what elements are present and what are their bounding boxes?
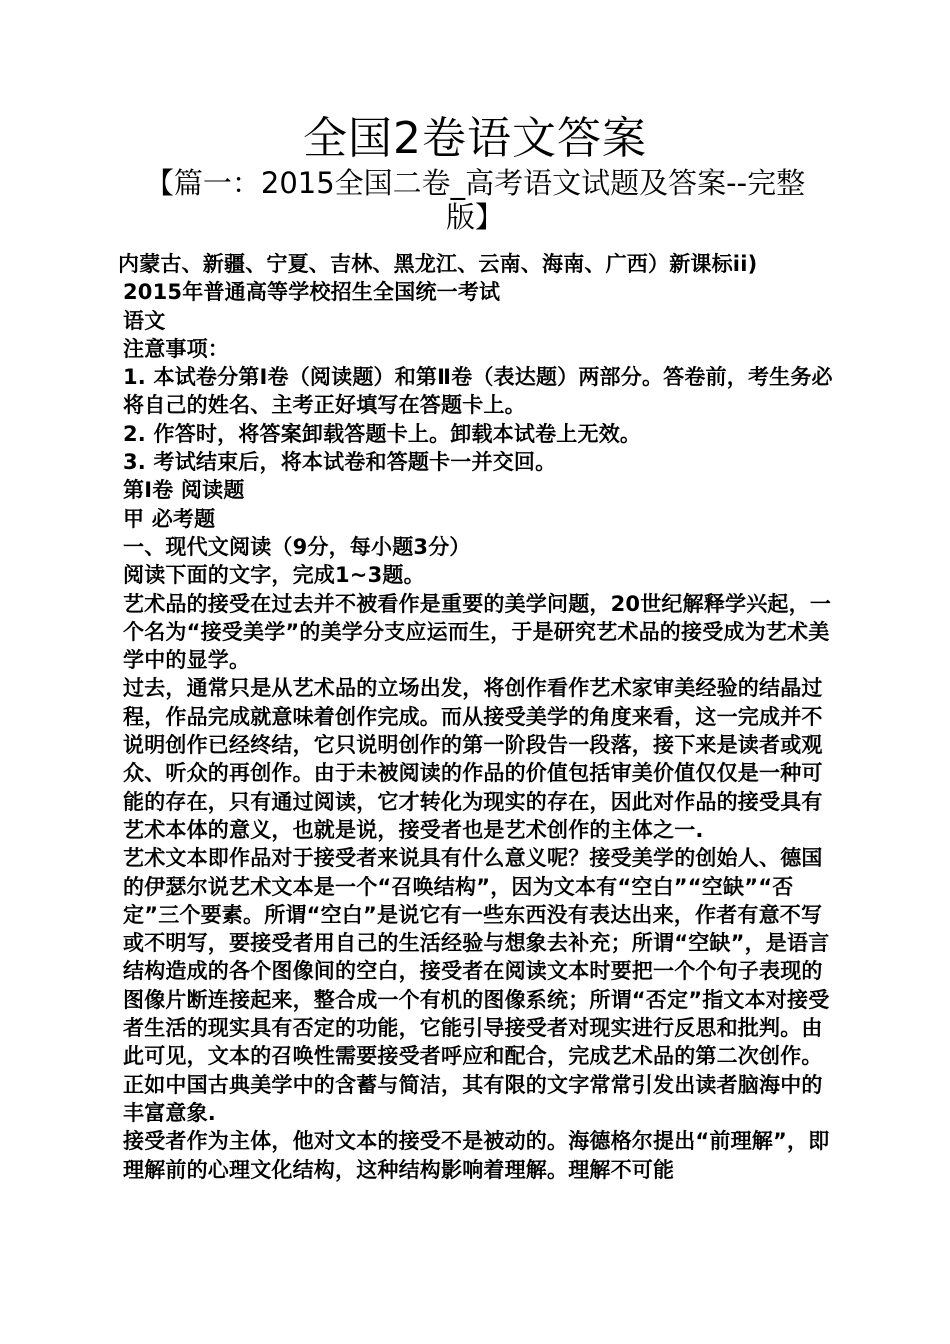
paragraph-reading-3: 艺术文本即作品对于接受者来说具有什么意义呢？接受美学的创始人、德国的伊瑟尔说艺术文本是一个“召唤结构”，因为文本有“空白”“空缺”“否定”三个要素。所谓“空白”是说它有一些东西没有表达出来，作者有意不写或不明写，要接受者用自己的生活经验与想象去补充；所谓“空缺”，是语言结构造成的各个图像间的空白，接受者在阅读文本时要把一个个句子表现的图像片断连接起来，整合成一个有机的图像系统；所谓“否定”指文本对接受者生活的现实具有否定的功能，它能引导接受者对现实进行反思和批判。由此可见，文本的召唤性需要接受者呼应和配合，完成艺术品的第二次创作。正如中国古典美学中的含蓄与简洁，其有限的文字常常引发出读者脑海中的丰富意象.: [123, 846, 830, 1125]
document-body: [118, 250, 838, 1184]
paragraph-reading-4: 接受者作为主体，他对文本的接受不是被动的。海德格尔提出“前理解”，即理解前的心理文化结构，这种结构影响着理解。理解不可能: [123, 1129, 830, 1182]
paragraph-exam-name: 2015年普通高等学校招生全国统一考试: [123, 280, 501, 305]
paragraph-subject: 语文: [123, 308, 166, 333]
document-subtitle: 【篇一：2015全国二卷_高考语文试题及答案--完整版】: [144, 166, 806, 234]
paragraph-notes-heading: 注意事项：: [123, 336, 229, 361]
paragraph-reading-2: 过去，通常只是从艺术品的立场出发，将创作看作艺术家审美经验的结晶过程，作品完成就意味着创作完成。而从接受美学的角度来看，这一完成并不说明创作已经终结，它只说明创作的第一阶段告一段落，接下来是读者或观众、听众的再创作。由于未被阅读的作品的价值包括审美价值仅仅是一种可能的存在，只有通过阅读，它才转化为现实的存在，因此对作品的接受具有艺术本体的意义，也就是说，接受者也是艺术创作的主体之一.: [123, 676, 823, 842]
paragraph-instruction: 阅读下面的文字，完成1~3题。: [123, 563, 425, 588]
paragraph-note-2: 2. 作答时，将答案卸载答题卡上。卸载本试卷上无效。: [123, 421, 642, 446]
paragraph-volume-heading: 第Ⅰ卷 阅读题: [123, 478, 245, 503]
paragraph-note-3: 3. 考试结束后，将本试卷和答题卡一并交回。: [123, 450, 557, 475]
paragraph-regions: 内蒙古、新疆、宁夏、吉林、黑龙江、云南、海南、广西）新课标ii): [118, 252, 758, 276]
paragraph-required-heading: 甲 必考题: [123, 506, 216, 531]
paragraph-section-heading: 一、现代文阅读（9分，每小题3分）: [123, 534, 471, 559]
document-title: 全国2卷语文答案: [303, 113, 647, 164]
paragraph-note-1: 1. 本试卷分第Ⅰ卷（阅读题）和第Ⅱ卷（表达题）两部分。答卷前，考生务必将自己的姓名、主考正好填写在答题卡上。: [123, 365, 833, 418]
paragraph-reading-1: 艺术品的接受在过去并不被看作是重要的美学问题，20世纪解释学兴起，一个名为“接受美学”的美学分支应运而生，于是研究艺术品的接受成为艺术美学中的显学。: [123, 591, 832, 673]
